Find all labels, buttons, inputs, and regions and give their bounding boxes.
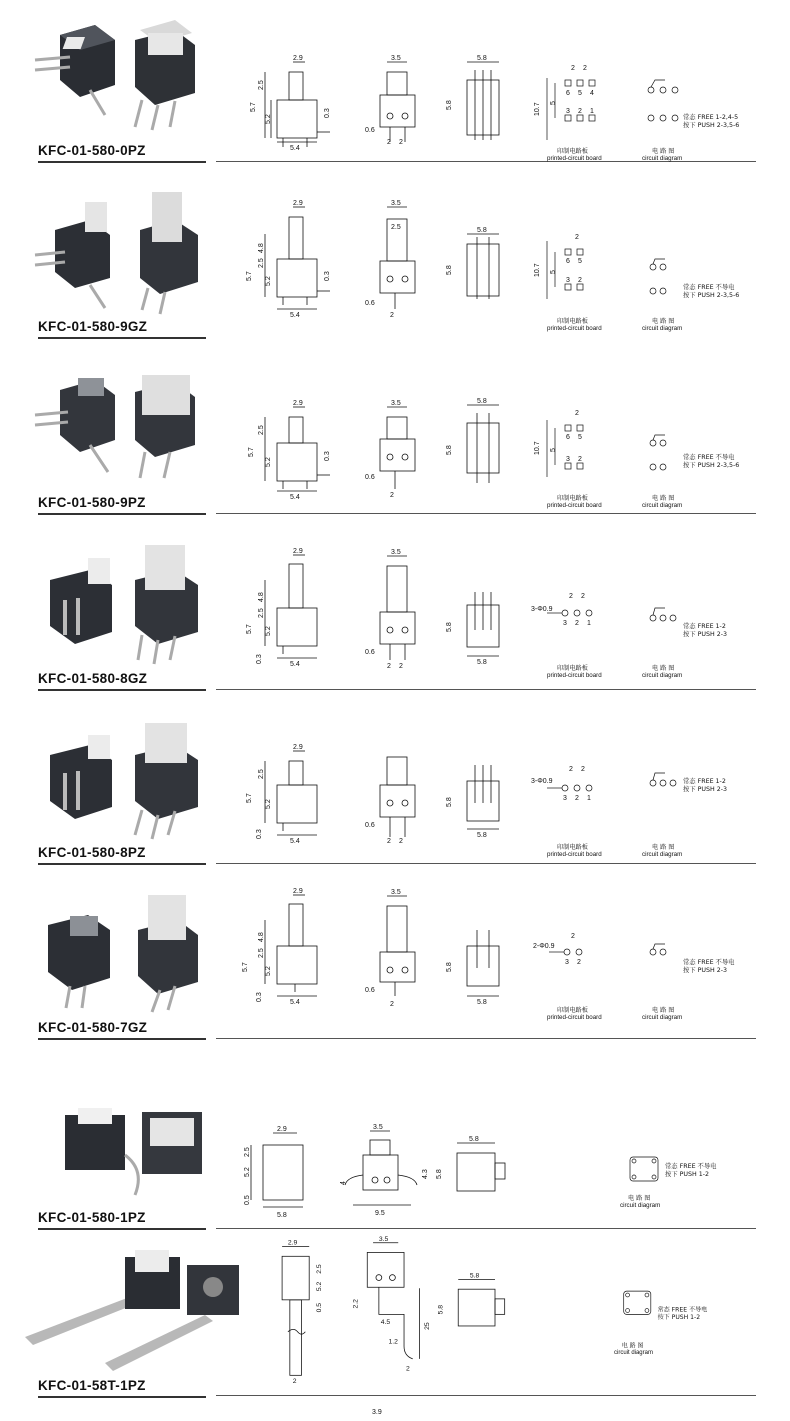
svg-text:3: 3 bbox=[563, 795, 567, 802]
svg-text:2: 2 bbox=[571, 65, 575, 72]
model-number: KFC-01-580-8GZ bbox=[38, 671, 148, 686]
svg-text:0.6: 0.6 bbox=[365, 474, 375, 481]
svg-text:电 路 图: 电 路 图 bbox=[628, 1195, 651, 1202]
svg-text:印制电路板: 印制电路板 bbox=[557, 148, 588, 155]
svg-text:常态 FREE 不导电: 常态 FREE 不导电 bbox=[683, 454, 735, 461]
divider bbox=[38, 689, 206, 691]
svg-text:2: 2 bbox=[575, 234, 579, 241]
svg-text:6: 6 bbox=[566, 90, 570, 97]
svg-text:circuit diagram: circuit diagram bbox=[642, 502, 683, 509]
svg-text:3.5: 3.5 bbox=[391, 889, 401, 896]
model-number: KFC-01-580-9PZ bbox=[38, 495, 146, 510]
svg-text:5: 5 bbox=[550, 448, 557, 452]
svg-text:printed-circuit board: printed-circuit board bbox=[547, 325, 602, 332]
svg-text:常态 FREE 不导电: 常态 FREE 不导电 bbox=[683, 959, 735, 966]
svg-text:2.9: 2.9 bbox=[287, 1239, 298, 1247]
svg-text:2: 2 bbox=[292, 1378, 297, 1386]
svg-text:circuit diagram: circuit diagram bbox=[620, 1202, 661, 1209]
svg-text:3.5: 3.5 bbox=[391, 200, 401, 207]
svg-text:5.4: 5.4 bbox=[290, 661, 300, 668]
svg-text:0.5: 0.5 bbox=[315, 1303, 323, 1313]
technical-drawing bbox=[235, 1100, 755, 1250]
svg-text:5.8: 5.8 bbox=[477, 398, 487, 405]
svg-text:1: 1 bbox=[587, 620, 591, 627]
svg-text:1.2: 1.2 bbox=[388, 1338, 398, 1346]
svg-text:3: 3 bbox=[566, 456, 570, 463]
svg-text:常态 FREE 不导电: 常态 FREE 不导电 bbox=[683, 284, 735, 291]
technical-drawing bbox=[235, 1235, 755, 1385]
svg-text:2.9: 2.9 bbox=[293, 400, 303, 407]
svg-text:5.4: 5.4 bbox=[290, 838, 300, 845]
model-number: KFC-01-580-8PZ bbox=[38, 845, 146, 860]
svg-text:电 路 图: 电 路 图 bbox=[652, 495, 675, 502]
svg-text:常态 FREE 不导电: 常态 FREE 不导电 bbox=[665, 1163, 717, 1170]
svg-text:5.4: 5.4 bbox=[290, 145, 300, 152]
svg-text:3: 3 bbox=[565, 959, 569, 966]
svg-text:2.5: 2.5 bbox=[391, 224, 401, 231]
svg-text:circuit diagram: circuit diagram bbox=[642, 851, 683, 858]
svg-text:2: 2 bbox=[581, 766, 585, 773]
svg-text:5.7: 5.7 bbox=[248, 447, 255, 457]
svg-text:2: 2 bbox=[578, 456, 582, 463]
svg-text:2.9: 2.9 bbox=[293, 55, 303, 62]
svg-text:印制电路板: 印制电路板 bbox=[557, 665, 588, 672]
technical-drawing bbox=[235, 540, 755, 690]
svg-text:按下 PUSH 2-3: 按下 PUSH 2-3 bbox=[683, 631, 728, 638]
svg-text:印制电路板: 印制电路板 bbox=[557, 844, 588, 851]
svg-text:5.7: 5.7 bbox=[246, 624, 253, 634]
svg-text:4: 4 bbox=[340, 1181, 347, 1185]
svg-text:0.3: 0.3 bbox=[256, 829, 263, 839]
divider bbox=[38, 513, 206, 515]
svg-text:3.5: 3.5 bbox=[391, 549, 401, 556]
product-photo bbox=[30, 15, 215, 145]
svg-text:2.2: 2.2 bbox=[352, 1299, 360, 1309]
svg-text:5.7: 5.7 bbox=[242, 962, 249, 972]
divider bbox=[38, 1038, 206, 1040]
product-row bbox=[0, 525, 790, 695]
svg-text:5: 5 bbox=[550, 270, 557, 274]
model-number: KFC-01-580-7GZ bbox=[38, 1020, 148, 1035]
svg-text:5.8: 5.8 bbox=[477, 659, 487, 666]
svg-text:0.6: 0.6 bbox=[365, 987, 375, 994]
svg-text:5.8: 5.8 bbox=[477, 55, 487, 62]
svg-text:1: 1 bbox=[587, 795, 591, 802]
svg-text:2: 2 bbox=[575, 620, 579, 627]
svg-text:5.8: 5.8 bbox=[446, 265, 453, 275]
svg-text:2.5: 2.5 bbox=[244, 1147, 251, 1157]
model-number: KFC-01-580-0PZ bbox=[38, 143, 146, 158]
divider bbox=[38, 1228, 206, 1230]
product-photo bbox=[15, 1245, 245, 1375]
model-number: KFC-01-58T-1PZ bbox=[38, 1378, 146, 1393]
svg-text:2: 2 bbox=[405, 1365, 410, 1373]
svg-text:0.3: 0.3 bbox=[324, 108, 331, 118]
product-photo bbox=[30, 1090, 215, 1220]
svg-text:5.8: 5.8 bbox=[436, 1169, 443, 1179]
svg-text:3: 3 bbox=[566, 108, 570, 115]
svg-text:2: 2 bbox=[571, 933, 575, 940]
svg-text:3.5: 3.5 bbox=[391, 400, 401, 407]
svg-text:2: 2 bbox=[390, 1001, 394, 1008]
svg-text:5.8: 5.8 bbox=[277, 1212, 287, 1219]
svg-text:printed-circuit board: printed-circuit board bbox=[547, 502, 602, 509]
svg-text:5: 5 bbox=[578, 258, 582, 265]
svg-text:2: 2 bbox=[390, 492, 394, 499]
product-photo bbox=[30, 890, 215, 1020]
svg-text:4.5: 4.5 bbox=[380, 1319, 391, 1327]
svg-text:printed-circuit board: printed-circuit board bbox=[547, 1014, 602, 1021]
svg-text:4.8: 4.8 bbox=[258, 592, 265, 602]
svg-text:5.2: 5.2 bbox=[315, 1281, 323, 1292]
svg-text:5.7: 5.7 bbox=[246, 793, 253, 803]
svg-text:2.5: 2.5 bbox=[258, 80, 265, 90]
model-number: KFC-01-580-9GZ bbox=[38, 319, 148, 334]
svg-text:2: 2 bbox=[581, 593, 585, 600]
product-photo bbox=[30, 540, 215, 670]
svg-text:按下 PUSH 2-3: 按下 PUSH 2-3 bbox=[683, 967, 728, 974]
model-number: KFC-01-580-1PZ bbox=[38, 1210, 146, 1225]
svg-text:常态 FREE 1-2: 常态 FREE 1-2 bbox=[683, 778, 726, 785]
svg-text:4.8: 4.8 bbox=[258, 932, 265, 942]
svg-text:4: 4 bbox=[590, 90, 594, 97]
svg-text:2.9: 2.9 bbox=[293, 888, 303, 895]
svg-text:5.2: 5.2 bbox=[265, 799, 272, 809]
svg-text:9.5: 9.5 bbox=[375, 1210, 385, 1217]
product-photo bbox=[30, 715, 215, 845]
svg-text:按下 PUSH 1-2: 按下 PUSH 1-2 bbox=[657, 1314, 701, 1322]
svg-text:电 路 图: 电 路 图 bbox=[652, 318, 675, 325]
svg-text:5.2: 5.2 bbox=[265, 114, 272, 124]
svg-text:5.4: 5.4 bbox=[290, 312, 300, 319]
svg-text:4.3: 4.3 bbox=[422, 1169, 429, 1179]
svg-text:2: 2 bbox=[578, 277, 582, 284]
svg-text:0.6: 0.6 bbox=[365, 127, 375, 134]
svg-text:printed-circuit board: printed-circuit board bbox=[547, 672, 602, 679]
svg-text:10.7: 10.7 bbox=[534, 441, 541, 455]
svg-text:3: 3 bbox=[566, 277, 570, 284]
svg-text:10.7: 10.7 bbox=[534, 263, 541, 277]
svg-text:电 路 图: 电 路 图 bbox=[652, 844, 675, 851]
svg-text:常态 FREE 1-2: 常态 FREE 1-2 bbox=[683, 623, 726, 630]
svg-text:电 路 图: 电 路 图 bbox=[652, 1007, 675, 1014]
svg-text:0.5: 0.5 bbox=[244, 1195, 251, 1205]
svg-text:1: 1 bbox=[590, 108, 594, 115]
svg-text:circuit diagram: circuit diagram bbox=[642, 1014, 683, 1021]
svg-text:5.7: 5.7 bbox=[250, 102, 257, 112]
svg-text:5.8: 5.8 bbox=[446, 445, 453, 455]
product-row bbox=[0, 1235, 790, 1405]
svg-text:2.9: 2.9 bbox=[293, 548, 303, 555]
svg-text:3.5: 3.5 bbox=[391, 55, 401, 62]
svg-text:5: 5 bbox=[578, 90, 582, 97]
svg-text:电 路 图: 电 路 图 bbox=[652, 665, 675, 672]
svg-text:circuit diagram: circuit diagram bbox=[614, 1350, 653, 1357]
svg-text:2: 2 bbox=[583, 65, 587, 72]
svg-text:4.8: 4.8 bbox=[258, 243, 265, 253]
svg-text:5.4: 5.4 bbox=[290, 999, 300, 1006]
svg-text:2.5: 2.5 bbox=[258, 769, 265, 779]
svg-text:常态 FREE 不导电: 常态 FREE 不导电 bbox=[657, 1306, 708, 1314]
svg-text:5.8: 5.8 bbox=[446, 962, 453, 972]
product-row bbox=[0, 700, 790, 870]
svg-text:5.2: 5.2 bbox=[265, 276, 272, 286]
svg-text:2.5: 2.5 bbox=[258, 425, 265, 435]
svg-text:5.2: 5.2 bbox=[265, 626, 272, 636]
svg-text:printed-circuit board: printed-circuit board bbox=[547, 155, 602, 162]
technical-drawing bbox=[235, 730, 755, 880]
svg-text:2: 2 bbox=[399, 139, 403, 146]
product-row bbox=[0, 350, 790, 520]
svg-text:印制电路板: 印制电路板 bbox=[557, 495, 588, 502]
svg-text:2.5: 2.5 bbox=[315, 1264, 323, 1274]
svg-text:2: 2 bbox=[578, 108, 582, 115]
svg-text:2.9: 2.9 bbox=[293, 200, 303, 207]
svg-text:按下 PUSH 2-3,5-6: 按下 PUSH 2-3,5-6 bbox=[683, 462, 740, 469]
svg-text:3-Φ0.9: 3-Φ0.9 bbox=[531, 778, 553, 785]
divider bbox=[38, 863, 206, 865]
svg-text:2: 2 bbox=[387, 139, 391, 146]
svg-text:常态 FREE 1-2,4-5: 常态 FREE 1-2,4-5 bbox=[683, 114, 739, 121]
svg-text:5.2: 5.2 bbox=[265, 457, 272, 467]
svg-text:3.5: 3.5 bbox=[373, 1124, 383, 1131]
svg-text:5: 5 bbox=[578, 434, 582, 441]
circuit-diagram bbox=[648, 80, 678, 121]
svg-text:5.8: 5.8 bbox=[469, 1272, 480, 1280]
svg-text:2: 2 bbox=[575, 795, 579, 802]
svg-text:按下 PUSH 1-2: 按下 PUSH 1-2 bbox=[665, 1171, 710, 1178]
product-photo bbox=[30, 190, 215, 320]
svg-text:电 路 图: 电 路 图 bbox=[621, 1342, 644, 1350]
technical-drawing bbox=[235, 380, 755, 530]
svg-text:6: 6 bbox=[566, 258, 570, 265]
svg-text:5.4: 5.4 bbox=[290, 494, 300, 501]
divider bbox=[38, 161, 206, 163]
svg-text:0.3: 0.3 bbox=[256, 992, 263, 1002]
svg-text:5.8: 5.8 bbox=[437, 1304, 445, 1315]
svg-text:2: 2 bbox=[575, 410, 579, 417]
svg-text:5.8: 5.8 bbox=[469, 1136, 479, 1143]
svg-text:2: 2 bbox=[399, 838, 403, 845]
svg-text:2: 2 bbox=[390, 312, 394, 319]
svg-text:2: 2 bbox=[577, 959, 581, 966]
svg-text:5.8: 5.8 bbox=[477, 227, 487, 234]
svg-text:印制电路板: 印制电路板 bbox=[557, 318, 588, 325]
svg-text:2: 2 bbox=[569, 766, 573, 773]
svg-text:25: 25 bbox=[424, 1322, 432, 1330]
svg-text:circuit diagram: circuit diagram bbox=[642, 672, 683, 679]
svg-text:5.8: 5.8 bbox=[446, 622, 453, 632]
svg-text:0.6: 0.6 bbox=[365, 649, 375, 656]
svg-text:2.5: 2.5 bbox=[258, 258, 265, 268]
svg-text:2: 2 bbox=[387, 663, 391, 670]
back-view bbox=[467, 62, 499, 140]
svg-text:circuit diagram: circuit diagram bbox=[642, 325, 683, 332]
svg-text:电 路 图: 电 路 图 bbox=[652, 148, 675, 155]
svg-text:2: 2 bbox=[399, 663, 403, 670]
technical-drawing bbox=[235, 880, 755, 1030]
product-row bbox=[0, 0, 790, 170]
svg-text:2: 2 bbox=[569, 593, 573, 600]
svg-text:3-Φ0.9: 3-Φ0.9 bbox=[531, 606, 553, 613]
svg-text:6: 6 bbox=[566, 434, 570, 441]
side-view bbox=[265, 62, 330, 147]
svg-text:2.9: 2.9 bbox=[293, 744, 303, 751]
svg-text:5.8: 5.8 bbox=[446, 797, 453, 807]
svg-text:0.6: 0.6 bbox=[365, 300, 375, 307]
technical-drawing bbox=[235, 189, 755, 339]
svg-text:5.2: 5.2 bbox=[244, 1167, 251, 1177]
svg-text:10.7: 10.7 bbox=[534, 102, 541, 116]
svg-text:按下 PUSH 2-3,5-6: 按下 PUSH 2-3,5-6 bbox=[683, 292, 740, 299]
next-row-fragment: 3.9 bbox=[372, 1409, 382, 1416]
product-row bbox=[0, 175, 790, 345]
svg-text:5.8: 5.8 bbox=[477, 999, 487, 1006]
svg-text:0.3: 0.3 bbox=[324, 451, 331, 461]
svg-text:0.6: 0.6 bbox=[365, 822, 375, 829]
product-photo bbox=[30, 370, 215, 500]
svg-text:5.8: 5.8 bbox=[446, 100, 453, 110]
pcb-layout bbox=[547, 78, 595, 140]
svg-text:2.9: 2.9 bbox=[277, 1126, 287, 1133]
svg-text:5.7: 5.7 bbox=[246, 271, 253, 281]
divider bbox=[216, 1395, 756, 1396]
svg-text:0.3: 0.3 bbox=[324, 271, 331, 281]
svg-text:2-Φ0.9: 2-Φ0.9 bbox=[533, 943, 555, 950]
svg-text:5: 5 bbox=[550, 101, 557, 105]
svg-text:2.5: 2.5 bbox=[258, 948, 265, 958]
divider bbox=[38, 1396, 206, 1398]
front-view bbox=[380, 62, 415, 142]
svg-text:circuit diagram: circuit diagram bbox=[642, 155, 683, 162]
svg-text:5.8: 5.8 bbox=[477, 832, 487, 839]
svg-text:0.3: 0.3 bbox=[256, 654, 263, 664]
svg-text:3.5: 3.5 bbox=[378, 1235, 389, 1243]
svg-text:2: 2 bbox=[387, 838, 391, 845]
svg-text:2.5: 2.5 bbox=[258, 608, 265, 618]
technical-drawing bbox=[235, 35, 755, 185]
svg-text:3: 3 bbox=[563, 620, 567, 627]
svg-text:按下 PUSH 2-3,5-6: 按下 PUSH 2-3,5-6 bbox=[683, 122, 740, 129]
svg-text:5.2: 5.2 bbox=[265, 966, 272, 976]
svg-text:印制电路板: 印制电路板 bbox=[557, 1007, 588, 1014]
product-row bbox=[0, 870, 790, 1050]
divider bbox=[38, 337, 206, 339]
product-row bbox=[0, 1060, 790, 1235]
svg-text:按下 PUSH 2-3: 按下 PUSH 2-3 bbox=[683, 786, 728, 793]
svg-text:printed-circuit board: printed-circuit board bbox=[547, 851, 602, 858]
divider bbox=[216, 1038, 756, 1039]
